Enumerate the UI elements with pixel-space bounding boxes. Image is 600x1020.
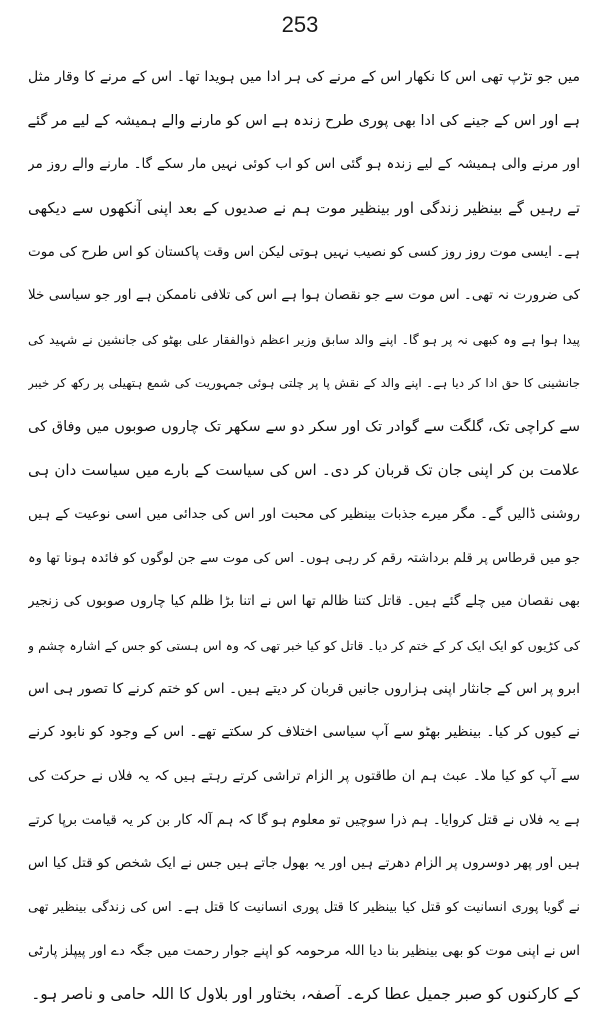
- text-line: سے کراچی تک، گلگت سے گوادر تک اور سکر دو سے سکھر تک چاروں صوبوں میں وفاق کی: [28, 418, 580, 435]
- text-line: پیدا ہوا ہے وہ کبھی نہ پر ہو گا۔ اپنے والد سابق وزیر اعظم ذوالفقار علی بھٹو کی جانشین نے شہید کی: [28, 332, 580, 348]
- text-line: علامت بن کر اپنی جان تک قربان کر دی۔ اس کی سیاست کے بارے میں سیاست دان ہی: [28, 461, 580, 480]
- text-line: کی ضرورت نہ تھی۔ اس موت سے جو نقصان ہوا ہے اس کی تلافی ناممکن ہے اور جو سیاسی خلا: [28, 287, 580, 304]
- text-line: جانشینی کا حق ادا کر دیا ہے۔ اپنے والد کے نقش پا پر چلتی ہوئی جمہوریت کی شمع ہتھیلی پر رکھ کر خیبر: [28, 375, 580, 390]
- text-line: اس نے اپنی موت کو بھی بینظیر بنا دیا اللہ مرحومہ کو اپنے جوار رحمت میں جگہ دے اور پیپلز پارٹی: [28, 942, 580, 959]
- text-line: نے کیوں کر کیا۔ بینظیر بھٹو سے آپ سیاسی اختلاف کر سکتے تھے۔ اس کے وجود کو نابود کرنے: [28, 724, 580, 741]
- text-line: نے گویا پوری انسانیت کو قتل کیا بینظیر کا قتل پوری انسانیت کا قتل ہے۔ اس کی زندگی بینظیر تھی: [28, 900, 580, 916]
- text-line: میں جو تڑپ تھی اس کا نکھار اس کے مرنے کی ہر ادا میں ہویدا تھا۔ اس کے مرنے کا وقار مثل: [28, 69, 580, 85]
- text-line: سے آپ کو کیا ملا۔ عبث ہم ان طاقتوں پر الزام تراشی کرتے رہتے ہیں کہ یہ فلاں نے حرکت کی: [28, 768, 580, 784]
- text-line: روشنی ڈالیں گے۔ مگر میرے جذبات بینظیر کی محبت اور اس کی جدائی میں اسی نوعیت کے ہیں: [28, 505, 580, 522]
- text-line: تے رہیں گے بینظیر زندگی اور بینظیر موت ہم نے صدیوں کے بعد اپنی آنکھوں سے دیکھی: [28, 199, 580, 218]
- text-line: بھی نقصان میں چلے گئے ہیں۔ قاتل کتنا ظالم تھا اس نے اتنا بڑا ظلم کیا چاروں صوبوں کی زنجیر: [28, 593, 580, 610]
- text-line: کی کڑیوں کو ایک ایک کر کے ختم کر دیا۔ قاتل کو کیا خبر تھی کہ وہ اس ہستی کو جس کے اشارہ چشم و: [28, 637, 580, 653]
- text-line: اور مرنے والی ہمیشہ کے لیے زندہ ہو گئی اس کو اب کوئی نہیں مار سکے گا۔ مارنے والے روز مر: [28, 156, 580, 173]
- body-text: [28, 56, 580, 1017]
- text-line: ہے اور اس کے جینے کی ادا بھی پوری طرح زندہ ہے اس کو مارنے والے ہمیشہ کے لیے مر گئے: [28, 112, 580, 129]
- page-number: 253: [281, 12, 319, 37]
- text-line: ہیں اور پھر دوسروں پر الزام دھرتے ہیں اور یہ بھول جاتے ہیں جس نے ایک شخص کو قتل کیا اس: [28, 855, 580, 872]
- text-line: ہے۔ ایسی موت روز روز کسی کو نصیب نہیں ہوتی لیکن اس وقت پاکستان کو اس طرح کی موت: [28, 243, 580, 260]
- text-line: جو میں قرطاس پر قلم برداشتہ رقم کر رہی ہوں۔ اس کی موت سے جن لوگوں کو فائدہ ہونا تھا وہ: [28, 550, 580, 566]
- text-line: کے کارکنوں کو صبر جمیل عطا کرے۔ آصفہ، بختاور اور بلاول کا اللہ حامی و ناصر ہو۔: [31, 985, 580, 1004]
- text-line: ابرو پر اس کے جانثار اپنی ہزاروں جانیں قربان کر دیتے ہیں۔ اس کو ختم کرنے کا تصور ہی اس: [28, 680, 580, 697]
- text-line: ہے یہ فلاں نے قتل کروایا۔ ہم ذرا سوچیں تو معلوم ہو گا کہ ہم آلہ کار بن کر یہ قیامت برپا کرتے: [28, 811, 580, 828]
